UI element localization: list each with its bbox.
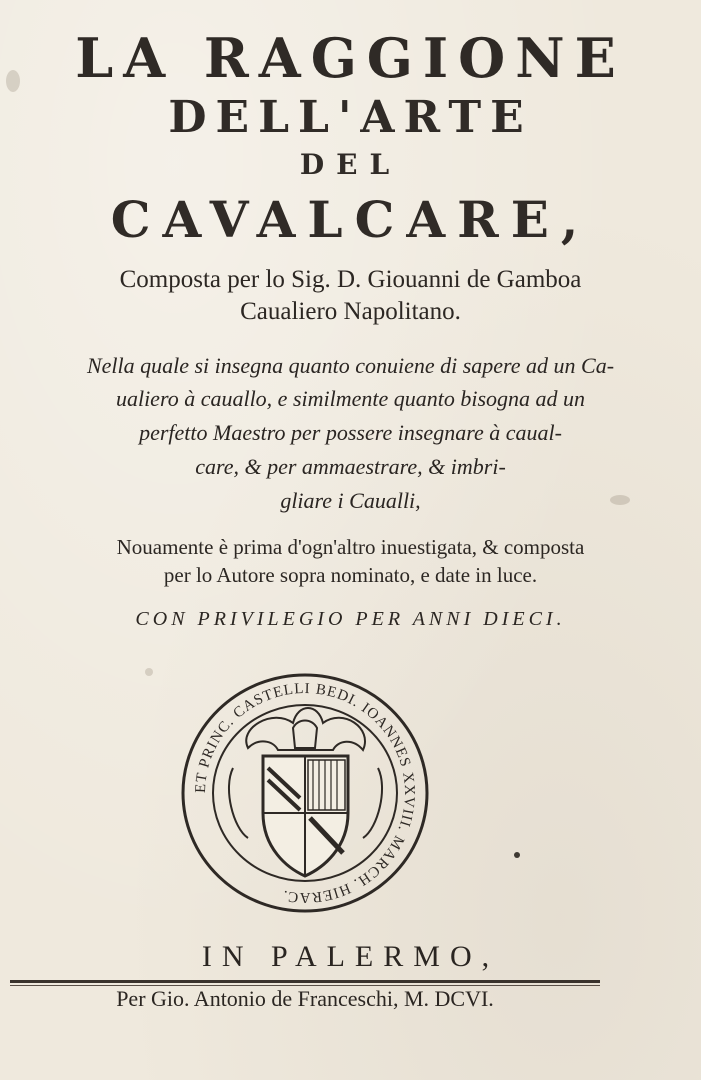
description-line-2: ualiero à cauallo, e similmente quanto bisogna ad un [115,386,586,411]
paper-spot [514,852,520,858]
imprint-rule [10,980,600,983]
paper-stain [145,668,153,676]
novelty-line-2: per lo Autore sopra nominato, e date in luce. [163,563,538,587]
title-line-3: DEL [299,148,402,181]
stamp-ring-text: ET PRINC. CASTELLI BEDI. IOANNES XXVIII. MARCH. HIERAC. [192,680,418,906]
author-line-1: Composta per lo Sig. D. Giouanni de Gamboa [119,266,582,293]
novelty-line-1: Nouamente è prima d'ogn'altro inuestigata, & composta [116,535,585,559]
imprint-printer: Per Gio. Antonio de Franceschi, M. DCVI. [116,986,494,1011]
title-line-2: DELL'ARTE [168,92,533,143]
description-line-5: gliare i Caualli, [280,488,421,513]
description-line-4: care, & per ammaestrare, & imbri- [195,454,506,479]
title-line-4: CAVALCARE, [110,190,591,249]
privilege-line: CON PRIVILEGIO PER ANNI DIECI. [135,608,566,630]
imprint-place: IN PALERMO, [201,940,500,973]
description-line-1: Nella quale si insegna quanto conuiene di sapere ad un Ca- [86,353,615,378]
library-stamp-icon [178,668,432,918]
author-line-2: Caualiero Napolitano. [240,298,461,325]
title-line-1: LA RAGGIONE [75,26,626,90]
description-line-3: perfetto Maestro per possere insegnare à caual- [139,420,562,445]
